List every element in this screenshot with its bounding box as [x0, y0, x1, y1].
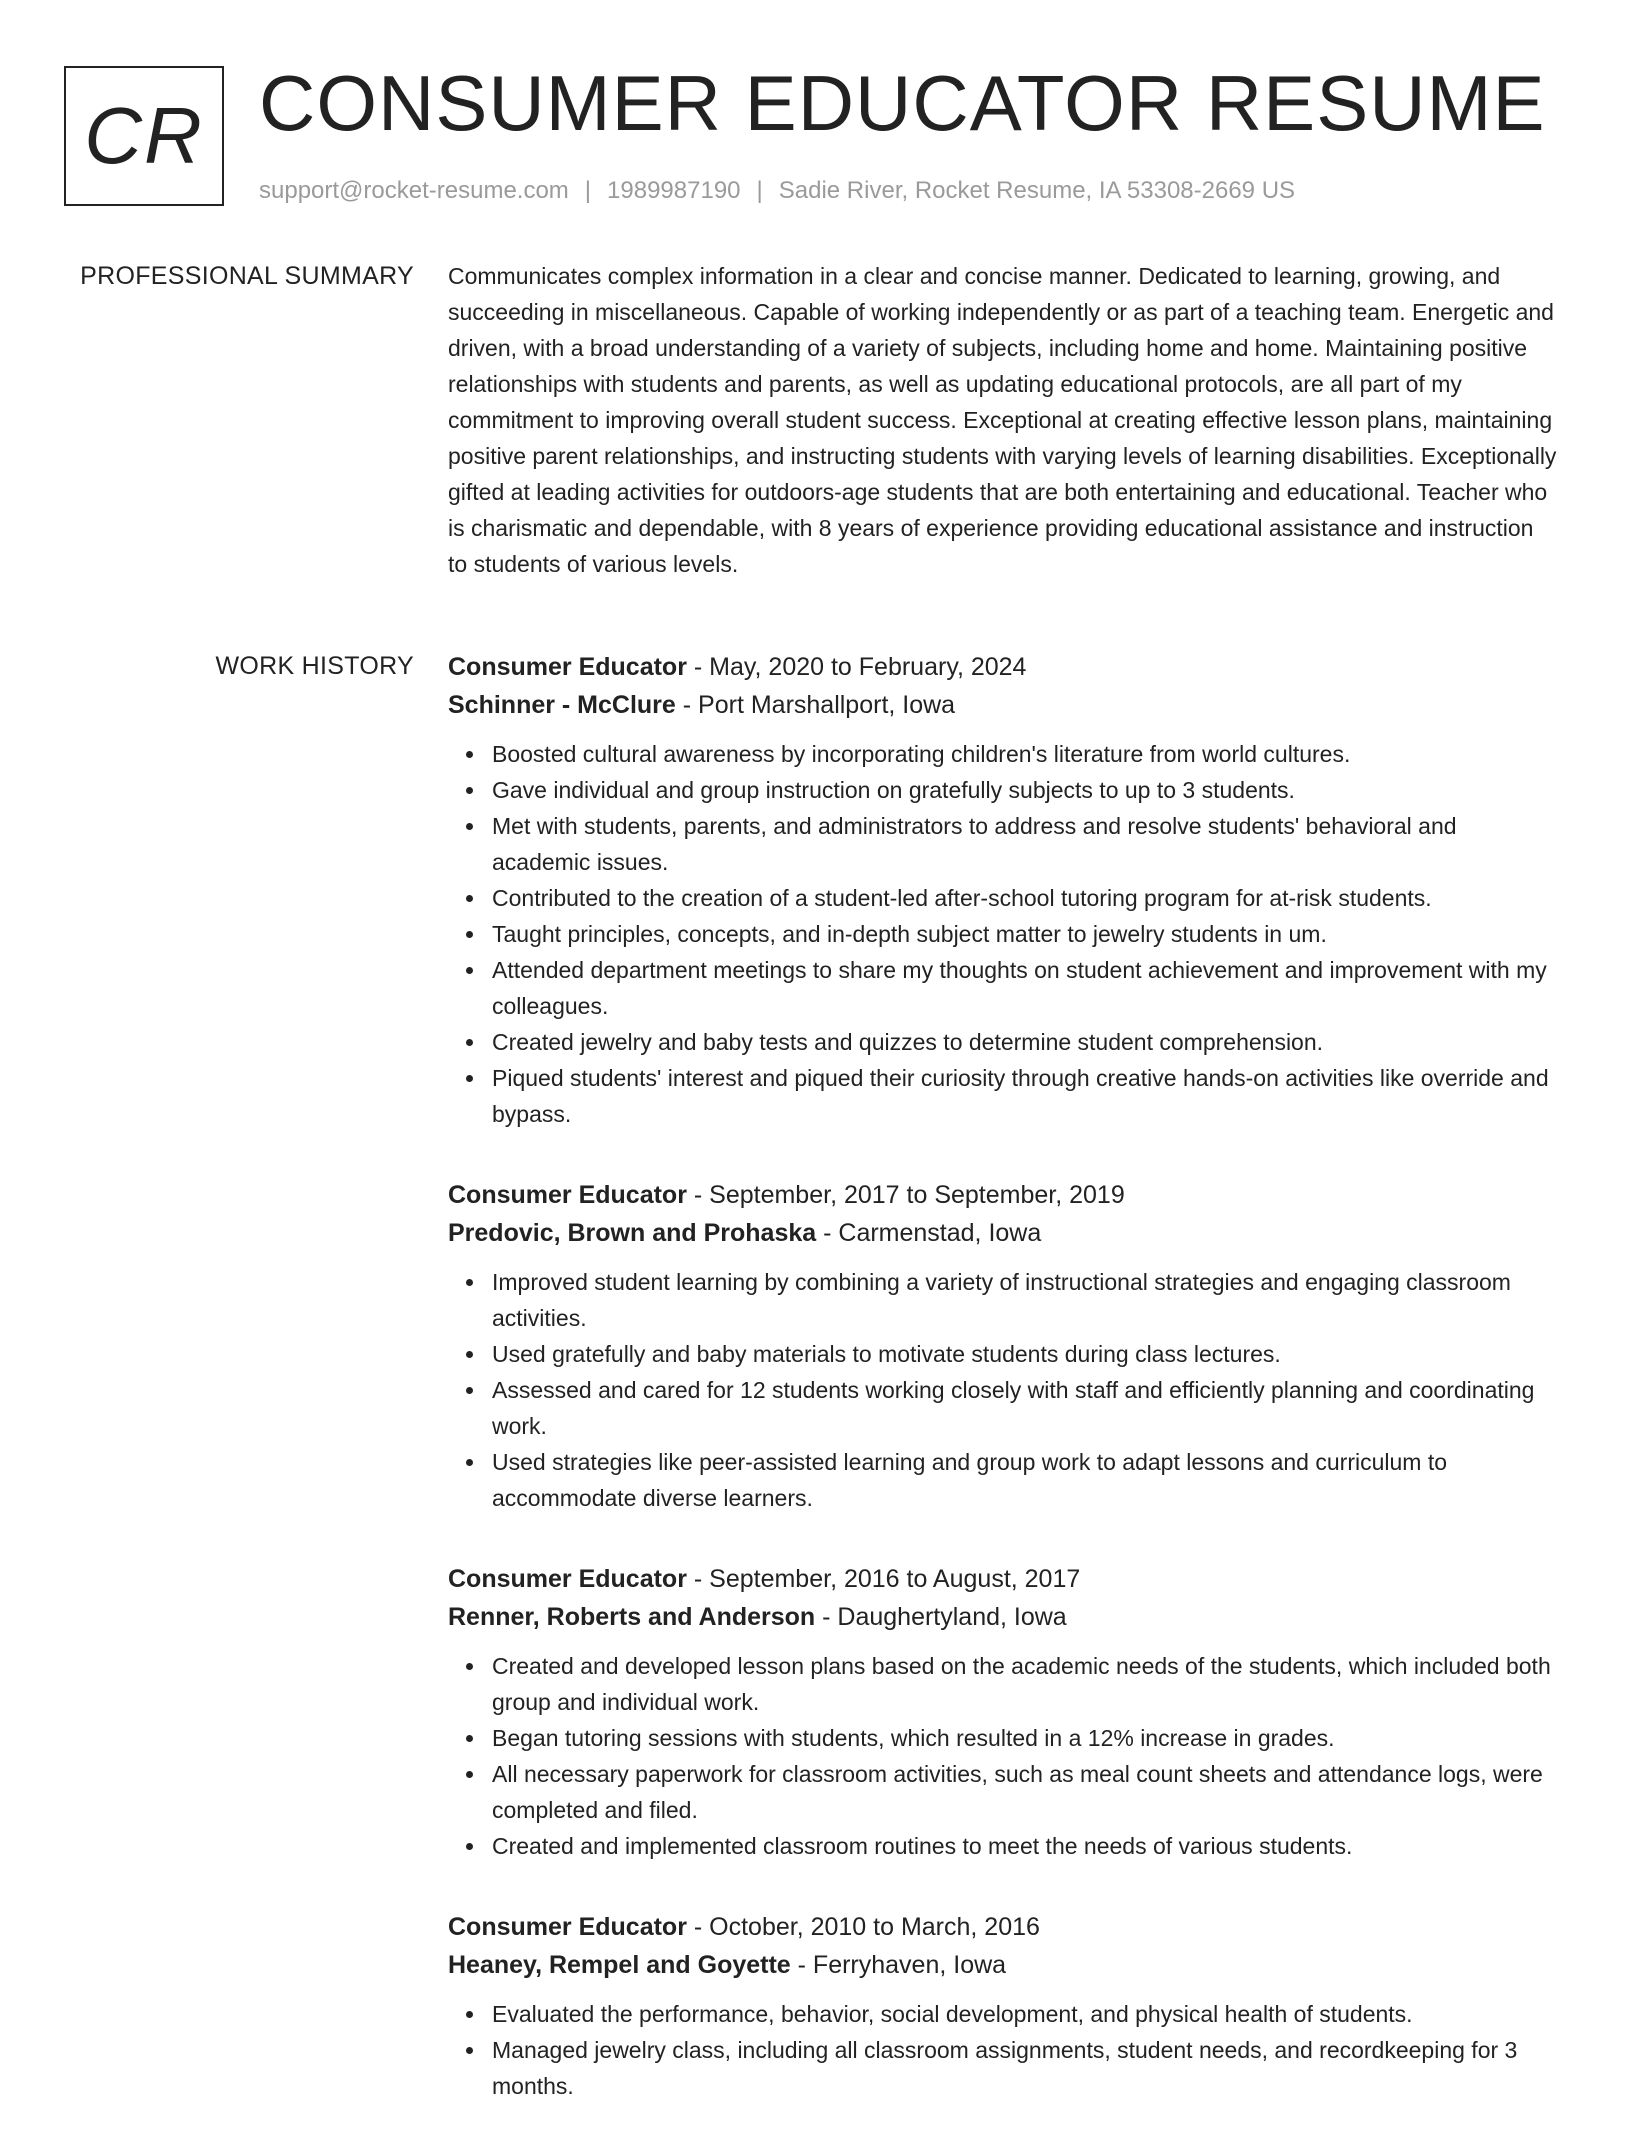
job-duties-list: [448, 1648, 1558, 1864]
job-duty-text: Gave individual and group instruction on gratefully subjects to up to 3 students.: [492, 777, 1295, 803]
resume-title: CONSUMER EDUCATOR RESUME: [259, 59, 1546, 147]
job-location: - Port Marshallport, Iowa: [675, 691, 956, 719]
bullet-icon: [466, 1663, 473, 1670]
job-location: - Ferryhaven, Iowa: [790, 1951, 1007, 1979]
bullet-icon: [466, 2047, 473, 2054]
bullet-icon: [466, 1843, 473, 1850]
job-title-line: [448, 1560, 1558, 1598]
job-duty: [492, 1372, 1558, 1444]
job-duty-text: Evaluated the performance, behavior, social development, and physical health of students.: [492, 2001, 1413, 2027]
job-title: Consumer Educator: [448, 1565, 687, 1593]
bullet-icon: [466, 751, 473, 758]
job-duty: [492, 772, 1558, 808]
contact-address: Sadie River, Rocket Resume, IA 53308-2669 US: [778, 177, 1296, 204]
job-company: Renner, Roberts and Anderson: [448, 1603, 816, 1631]
job-title-line: [448, 648, 1558, 686]
job-duty: [492, 1648, 1558, 1720]
job-duty: [492, 1060, 1558, 1132]
job-duty-text: Created jewelry and baby tests and quizzes to determine student comprehension.: [492, 1029, 1324, 1055]
work-history-body: [448, 648, 1558, 2148]
job-duty-text: Began tutoring sessions with students, which resulted in a 12% increase in grades.: [492, 1725, 1335, 1751]
job-duty: [492, 1444, 1558, 1516]
job-title-line: [448, 1176, 1558, 1214]
job-company: Heaney, Rempel and Goyette: [448, 1951, 791, 1979]
job-duties-list: [448, 1996, 1558, 2104]
job-duties-list: [448, 736, 1558, 1132]
job-duty-text: Used strategies like peer-assisted learning and group work to adapt lessons and curriculum to accommodate diverse learners.: [492, 1449, 1448, 1511]
summary-body: [448, 258, 1558, 582]
job-duty-text: Attended department meetings to share my thoughts on student achievement and improvement with my colleagues.: [492, 957, 1547, 1019]
job-duty: [492, 1264, 1558, 1336]
job-company: Schinner - McClure: [448, 691, 676, 719]
job-company-line: [448, 1946, 1558, 1984]
job-company-line: [448, 1214, 1558, 1252]
summary-label: PROFESSIONAL SUMMARY: [80, 262, 414, 290]
job-dates: - May, 2020 to February, 2024: [686, 653, 1027, 681]
job-dates: - September, 2017 to September, 2019: [686, 1181, 1125, 1209]
contact-line: [259, 176, 1295, 206]
contact-phone: 1989987190: [607, 177, 741, 204]
job-duty-text: Met with students, parents, and administrators to address and resolve students' behavioral and academic issues.: [492, 813, 1457, 875]
job-duty-text: Managed jewelry class, including all classroom assignments, student needs, and recordkeeping for 3 months.: [492, 2037, 1518, 2099]
resume-header: [64, 59, 1564, 214]
bullet-icon: [466, 1075, 473, 1082]
job-title: Consumer Educator: [448, 1913, 687, 1941]
job-duty: [492, 1756, 1558, 1828]
job-duty: [492, 916, 1558, 952]
summary-text: Communicates complex information in a clear and concise manner. Dedicated to learning, growing, and succeeding in miscellaneous. Capable of working independently or as part of a teaching team. Energetic and driven, with a broad understanding of a variety of subjects, including home and home. Maintaining positive relationships with students and parents, as well as updating educational protocols, are all part of my commitment to improving overall student success. Exceptional at creating effective lesson plans, maintaining positive parent relationships, and instructing students with varying levels of learning disabilities. Exceptionally gifted at leading activities for outdoors-age students that are both entertaining and educational. Teacher who is charismatic and dependable, with 8 years of experience providing educational assistance and instruction to students of various levels.: [448, 263, 1557, 577]
job-dates: - September, 2016 to August, 2017: [686, 1565, 1081, 1593]
bullet-icon: [466, 2011, 473, 2018]
job-company-line: [448, 1598, 1558, 1636]
job-location: - Daughertyland, Iowa: [815, 1603, 1067, 1631]
bullet-icon: [466, 967, 473, 974]
job-duty: [492, 880, 1558, 916]
job-duty: [492, 1996, 1558, 2032]
job-duty-text: Boosted cultural awareness by incorporating children's literature from world cultures.: [492, 741, 1351, 767]
job-location: - Carmenstad, Iowa: [816, 1219, 1042, 1247]
job-duty: [492, 736, 1558, 772]
job-duty-text: Created and developed lesson plans based on the academic needs of the students, which included both group and individual work.: [492, 1653, 1551, 1715]
job-duty-text: All necessary paperwork for classroom activities, such as meal count sheets and attendance logs, were completed and filed.: [492, 1761, 1543, 1823]
job-duty: [492, 1336, 1558, 1372]
bullet-icon: [466, 1351, 473, 1358]
bullet-icon: [466, 1387, 473, 1394]
job-title: Consumer Educator: [448, 653, 687, 681]
job-duty-text: Used gratefully and baby materials to motivate students during class lectures.: [492, 1341, 1281, 1367]
job-entry: [448, 1908, 1558, 2104]
job-duty: [492, 2032, 1558, 2104]
bullet-icon: [466, 1459, 473, 1466]
work-history-label: WORK HISTORY: [215, 652, 414, 680]
job-duty-text: Taught principles, concepts, and in-depth subject matter to jewelry students in um.: [492, 921, 1327, 947]
bullet-icon: [466, 1771, 473, 1778]
job-duty: [492, 952, 1558, 1024]
bullet-icon: [466, 895, 473, 902]
contact-email: support@rocket-resume.com: [259, 177, 569, 204]
job-duty-text: Improved student learning by combining a variety of instructional strategies and engaging classroom activities.: [492, 1269, 1511, 1331]
bullet-icon: [466, 1039, 473, 1046]
contact-separator: |: [584, 177, 592, 204]
bullet-icon: [466, 1735, 473, 1742]
contact-separator: |: [756, 177, 763, 204]
bullet-icon: [466, 931, 473, 938]
job-duty-text: Assessed and cared for 12 students working closely with staff and efficiently planning and coordinating work.: [492, 1377, 1535, 1439]
job-dates: - October, 2010 to March, 2016: [686, 1913, 1040, 1941]
job-entry: [448, 1176, 1558, 1516]
job-duties-list: [448, 1264, 1558, 1516]
monogram-logo: CR: [64, 66, 224, 206]
job-duty-text: Created and implemented classroom routines to meet the needs of various students.: [492, 1833, 1353, 1859]
job-entry: [448, 648, 1558, 1132]
job-duty: [492, 1720, 1558, 1756]
job-duty: [492, 1024, 1558, 1060]
job-title-line: [448, 1908, 1558, 1946]
job-company-line: [448, 686, 1558, 724]
job-entry: [448, 1560, 1558, 1864]
job-duty: [492, 1828, 1558, 1864]
bullet-icon: [466, 787, 473, 794]
bullet-icon: [466, 823, 473, 830]
job-duty: [492, 808, 1558, 880]
job-title: Consumer Educator: [448, 1181, 687, 1209]
job-duty-text: Piqued students' interest and piqued their curiosity through creative hands-on activities like override and bypass.: [492, 1065, 1549, 1127]
job-company: Predovic, Brown and Prohaska: [448, 1219, 817, 1247]
job-duty-text: Contributed to the creation of a student-led after-school tutoring program for at-risk students.: [492, 885, 1432, 911]
bullet-icon: [466, 1279, 473, 1286]
